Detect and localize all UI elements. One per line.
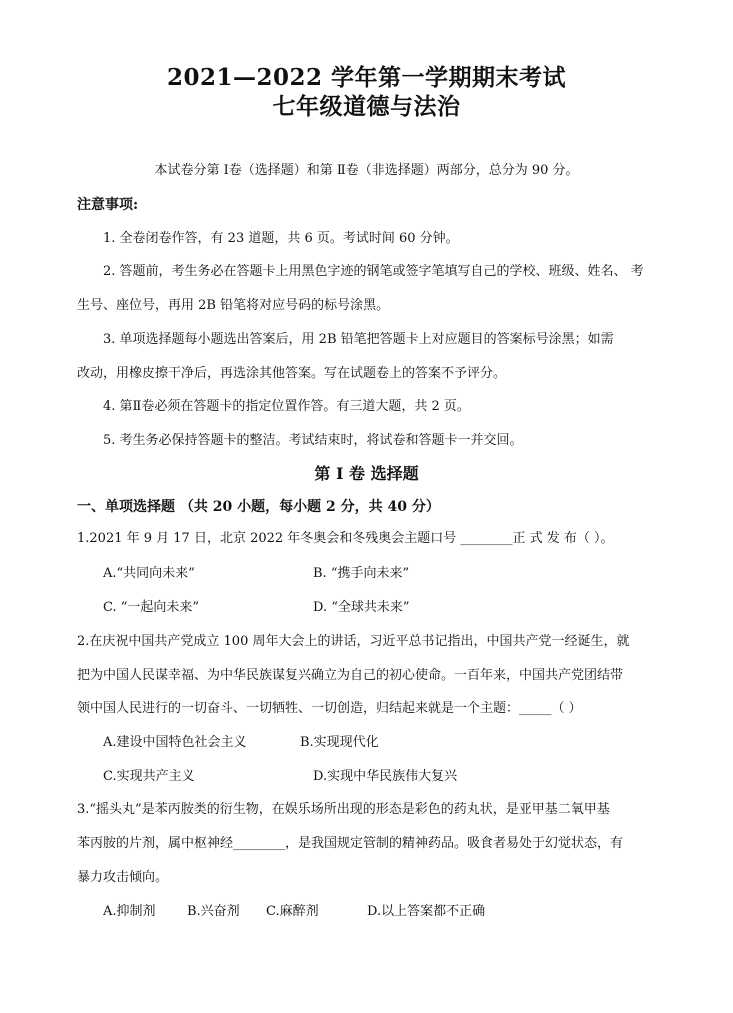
part-heading: 一、单项选择题 （共 20 小题，每小题 2 分，共 40 分）: [77, 499, 440, 515]
exam-intro: 本试卷分第 Ⅰ卷（选择题）和第 Ⅱ卷（非选择题）两部分，总分为 90 分。: [154, 163, 579, 178]
section-title: 第 Ⅰ 卷 选择题: [314, 464, 419, 483]
question-2-stem-line-2: 把为中国人民谋幸福、为中华民族谋复兴确立为自己的初心使命。一百年来，中国共产党团结带: [77, 668, 624, 683]
question-3-stem-line-2: 苯丙胺的片剂，属中枢神经________，是我国规定管制的精神药品。吸食者易处于幻觉状态，有: [77, 836, 624, 851]
notice-item-2: 2. 答题前，考生务必在答题卡上用黑色字迹的钢笔或签字笔填写自己的学校、班级、姓名、 考: [103, 264, 644, 279]
question-1-option-b: B. “携手向未来”: [313, 566, 410, 581]
notice-item-1: 1. 全卷闭卷作答，有 23 道题，共 6 页。考试时间 60 分钟。: [103, 231, 459, 246]
question-2-stem-line-1: 2.在庆祝中国共产党成立 100 周年大会上的讲话，习近平总书记指出，中国共产党一经诞生，就: [77, 634, 630, 649]
notice-item-2-cont: 生号、座位号，再用 2B 铅笔将对应号码的标号涂黑。: [77, 298, 390, 313]
notice-heading: 注意事项:: [77, 197, 139, 213]
question-3-option-a: A.抑制剂: [103, 904, 156, 919]
question-3-option-d: D.以上答案都不正确: [367, 904, 486, 919]
question-3-option-c: C.麻醉剂: [266, 904, 319, 919]
question-2-option-b: B.实现现代化: [300, 735, 379, 750]
question-2-stem-line-3: 领中国人民进行的一切奋斗、一切牺牲、一切创造，归结起来就是一个主题：_____（ ）: [77, 701, 582, 716]
question-2-option-a: A.建设中国特色社会主义: [103, 735, 247, 750]
question-3-option-b: B.兴奋剂: [187, 904, 240, 919]
question-2-option-c: C.实现共产主义: [103, 769, 195, 784]
question-2-option-d: D.实现中华民族伟大复兴: [313, 769, 458, 784]
notice-item-5: 5. 考生务必保持答题卡的整洁。考试结束时，将试卷和答题卡一并交回。: [103, 433, 523, 448]
question-3-stem-line-3: 暴力攻击倾向。: [77, 870, 169, 885]
question-1-option-d: D. “全球共未来”: [313, 600, 410, 615]
exam-title: 2021—2022 学年第一学期期末考试: [166, 64, 567, 91]
question-1-option-a: A.“共同向未来”: [103, 566, 195, 581]
notice-item-4: 4. 第Ⅱ卷必须在答题卡的指定位置作答。有三道大题，共 2 页。: [103, 399, 470, 414]
question-3-stem-line-1: 3.“摇头丸”是苯丙胺类的衍生物，在娱乐场所出现的形态是彩色的药丸状，是亚甲基二氧甲基: [77, 802, 610, 817]
notice-item-3-cont: 改动，用橡皮擦干净后，再选涂其他答案。写在试题卷上的答案不予评分。: [77, 366, 507, 381]
question-1-stem: 1.2021 年 9 月 17 日，北京 2022 年冬奥会和冬残奥会主题口号 ________正 式 发 布（ ）。: [77, 531, 614, 546]
notice-item-3: 3. 单项选择题每小题选出答案后，用 2B 铅笔把答题卡上对应题目的答案标号涂黑；如需: [103, 332, 614, 347]
exam-subject: 七年级道德与法治: [272, 93, 461, 120]
question-1-option-c: C. “一起向未来”: [103, 600, 200, 615]
